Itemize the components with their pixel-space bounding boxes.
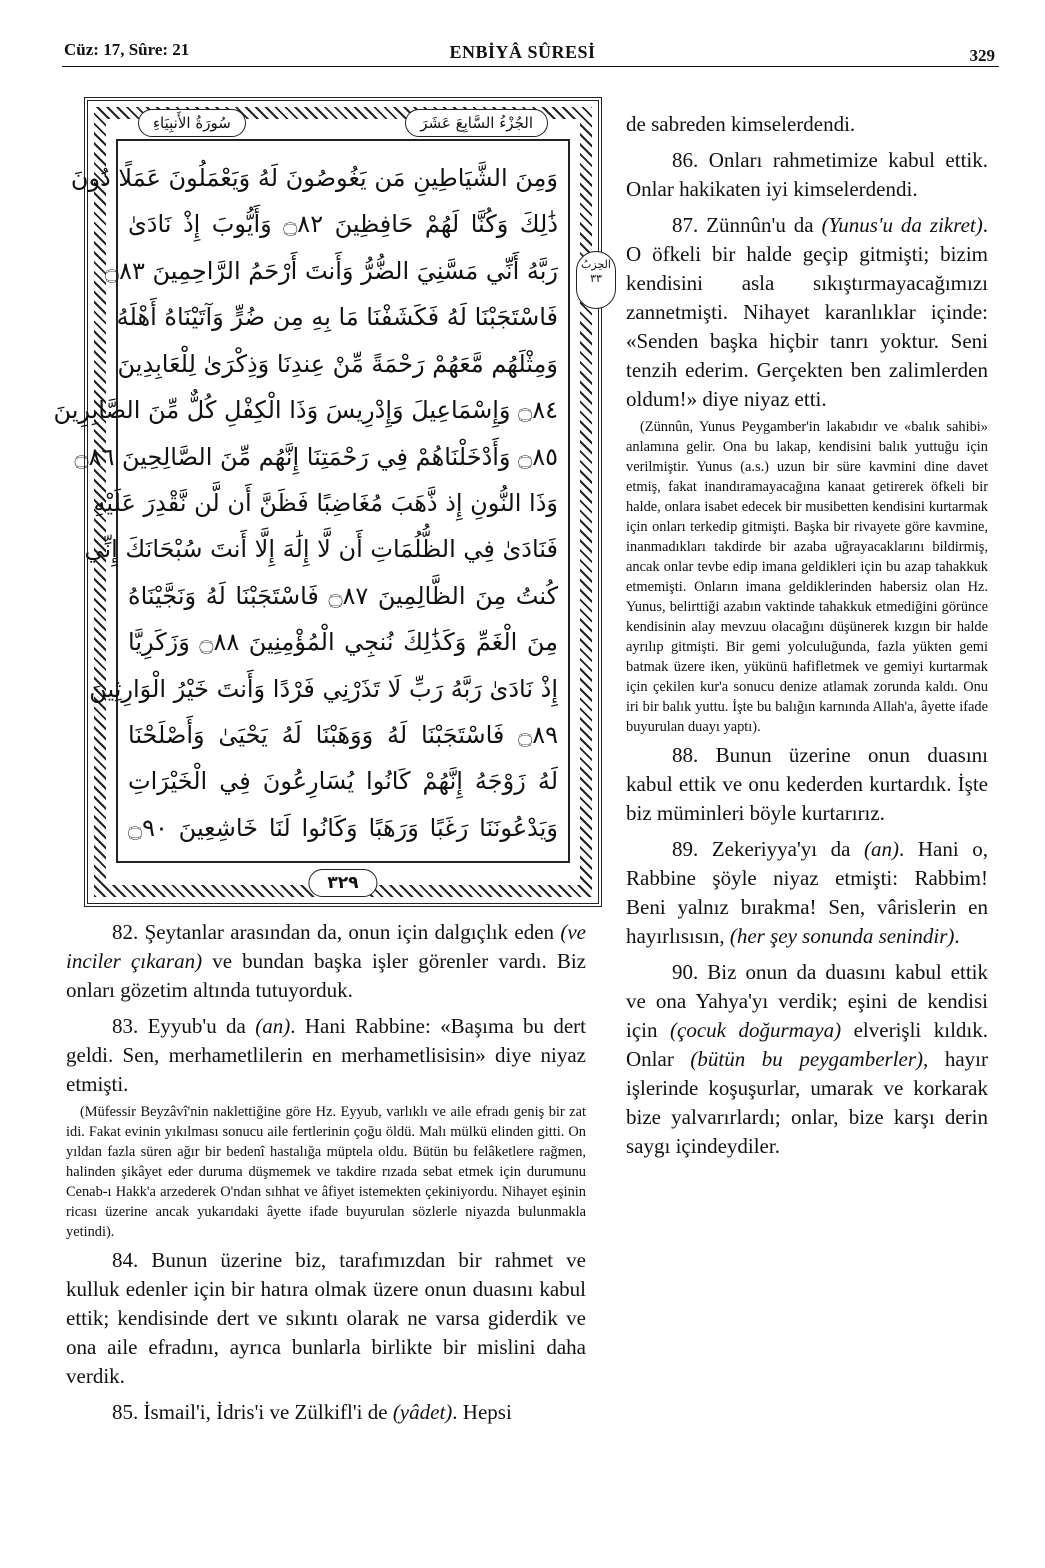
quran-lines [53, 159, 559, 847]
verse-86: 86. Onları rahmetimize kabul ettik. Onlar hakikaten iyi kimselerdendi. [626, 148, 988, 201]
quran-line: فَنَادَىٰ فِي الظُّلُمَاتِ أَن لَّا إِلَٰهَ إِلَّا أَنتَ سُبْحَانَكَ إِنِّي [84, 535, 558, 564]
hizb-label: الحِزبُ [581, 258, 611, 271]
hizb-number: ٣٣ [590, 272, 602, 285]
arabic-page-number: ٣٢٩ [308, 869, 377, 897]
verse-85: 85. İsmail'i, İdris'i ve Zülkifl'i de (yâdet). Hepsi [112, 1400, 512, 1424]
verse-87: 87. Zünnûn'u da (Yunus'u da zikret). O öfkeli bir halde geçip gitmişti; bizim kendisini asla sıkıştırmayacağımızı zannetmişti. Nihayet karanlıklar içinde: «Senden başka hiçbir tanrı yoktur. Seni tenzih ederim. Gerçekten ben zalimlerden oldum!» diye niyaz etti. [626, 213, 989, 411]
quran-line: ذَٰلِكَ وَكُنَّا لَهُمْ حَافِظِينَ ۝٨٢ وَأَيُّوبَ إِذْ نَادَىٰ [128, 210, 559, 239]
footnote-83: (Müfessir Beyzâvî'nin naklettiğine göre Hz. Eyyub, varlıklı ve aile efradı geniş bir zat idi. Fakat evinin yıkılması sonucu aile fertlerinin çoğu öldü. Malı mülkü elinden gitti. On yıldan fazla süren ağır bir bedenî hastalığa müptela oldu. Bütün bu felâketlere rağmen, halinden şikâyet eder duruma düşmemek ve takdire rızada sebat etmek için durumunu Cenab-ı Hakk'a arzederek O'ndan sıhhat ve âfiyet istemekten çekiniyordu. Nihayet eşinin ricası üzerine ancak yukarıdaki âyette ifade buyurulan sözlerle niyazda bulunmakla yetindi). [66, 1104, 586, 1240]
verse-89: 89. Zekeriyya'yı da (an). Hani o, Rabbine şöyle niyaz etmişti: Rabbim! Beni yalnız bırakma! Sen, vârislerin en hayırlısısın, (her şey sonunda senindir). [626, 837, 988, 948]
verse-88: 88. Bunun üzerine onun duasını kabul ettik ve onu kederden kurtardık. İşte biz müminleri böyle kurtarırız. [626, 743, 988, 825]
verse-85-continued: de sabreden kimselerdendi. [626, 112, 856, 136]
header-rule [62, 66, 999, 67]
quran-text-panel [53, 97, 611, 907]
header-juz-surah: Cüz: 17, Sûre: 21 [64, 40, 190, 59]
right-translation-column [626, 110, 988, 1161]
quran-line: ۝٨٩ فَاسْتَجَبْنَا لَهُ وَوَهَبْنَا لَهُ يَحْيَىٰ وَأَصْلَحْنَا [128, 721, 558, 750]
footnote-87: (Zünnûn, Yunus Peygamber'in lakabıdır ve «balık sahibi» anlamına gelir. Ona bu lakap, kendisini balık yuttuğu için verilmiştir. Yunus (a.s.) uzun bir süre kavmini dine davet etmiş, fakat inandıramayacağına kanaat getirerek öfkeli bir halde, onlara isabet edecek bir musibetten kendisini kurtarmak için onları terkedip gitmişti. Başka bir rivayete göre kavmine, inanmadıkları takdirde bir azaba uğrayacaklarını bildirmiş, ancak onlar tevbe edip imana geldikleri için bu azap tahakkuk etmemişti. Onların imana geldiklerinden habersiz olan Hz. Yunus, belirttiği azabın vaktinde tahakkuk etmediğini görünce kendisinin alay mevzuu olacağını düşünerek kızgın bir halde ayrılıp gitmişti. Bir gemi yolculuğunda, fazla yükten gemi batmak üzere iken, yükünü hafifletmek ve gemiyi kurtarmak için çekilen kur'a sonucu denize atlamak zorunda kaldı. Onu iri bir balık yuttu. İşte bu balığın karnında Allah'a, âyette ifade buyurulan duayı yaptı). [626, 419, 988, 735]
verse-90: 90. Biz onun da duasını kabul ettik ve ona Yahya'yı verdik; eşini de kendisi için (çocuk doğurmaya) elverişli kıldık. Onlar (bütün bu peygamberler), hayır işlerinde koşuşurlar, umarak ve korkarak bize yalvarırlardı; onlar, bize karşı derin saygı içindeydiler. [626, 960, 988, 1158]
quran-line: وَيَدْعُونَنَا رَغَبًا وَرَهَبًا وَكَانُوا لَنَا خَاشِعِينَ ۝٩٠ [128, 813, 558, 842]
quran-line: وَمِثْلَهُم مَّعَهُمْ رَحْمَةً مِّنْ عِندِنَا وَذِكْرَىٰ لِلْعَابِدِينَ [117, 349, 558, 378]
quran-line: مِنَ الْغَمِّ وَكَذَٰلِكَ نُنجِي الْمُؤْمِنِينَ ۝٨٨ وَزَكَرِيَّا [128, 628, 559, 657]
quran-line: إِذْ نَادَىٰ رَبَّهُ رَبِّ لَا تَذَرْنِي فَرْدًا وَأَنتَ خَيْرُ الْوَارِثِينَ [89, 674, 558, 703]
juz-name-label: الجُزْءُ السَّابِعَ عَشَرَ [405, 109, 548, 137]
verse-82: 82. Şeytanlar arasından da, onun için dalgıçlık eden (ve inciler çıkaran) ve bundan başka işler görenler vardı. Biz onları gözetim altında tutuyorduk. [66, 920, 586, 1002]
verse-83: 83. Eyyub'u da (an). Hani Rabbine: «Başıma bu dert geldi. Sen, merhametlilerin en merhametlisisin» diye niyaz etmişti. [66, 1014, 586, 1096]
header-surah-title: ENBİYÂ SÛRESİ [449, 42, 596, 62]
hizb-marker [576, 251, 616, 309]
quran-line: وَمِنَ الشَّيَاطِينِ مَن يَغُوصُونَ لَهُ وَيَعْمَلُونَ عَمَلًا دُونَ [70, 164, 558, 192]
quran-line: ۝٨٤ وَإِسْمَاعِيلَ وَإِدْرِيسَ وَذَا الْكِفْلِ كُلٌّ مِّنَ الصَّابِرِينَ [53, 396, 558, 425]
quran-line: رَبَّهُ أَنِّي مَسَّنِيَ الضُّرُّ وَأَنتَ أَرْحَمُ الرَّاحِمِينَ ۝٨٣ [105, 256, 558, 285]
quran-line: ۝٨٥ وَأَدْخَلْنَاهُمْ فِي رَحْمَتِنَا إِنَّهُم مِّنَ الصَّالِحِينَ ۝٨٦ [74, 442, 558, 471]
page-number: 329 [969, 46, 995, 65]
quran-line: لَهُ زَوْجَهُ إِنَّهُمْ كَانُوا يُسَارِعُونَ فِي الْخَيْرَاتِ [128, 767, 558, 796]
surah-name-label: سُورَةُ الأَنبِيَاءِ [138, 109, 246, 137]
left-translation-column [66, 918, 586, 1427]
quran-line: وَذَا النُّونِ إِذ ذَّهَبَ مُغَاضِبًا فَظَنَّ أَن لَّن نَّقْدِرَ عَلَيْهِ [93, 488, 558, 517]
quran-line: كُنتُ مِنَ الظَّالِمِينَ ۝٨٧ فَاسْتَجَبْنَا لَهُ وَنَجَّيْنَاهُ [128, 581, 559, 610]
quran-text-frame [53, 139, 611, 863]
verse-84: 84. Bunun üzerine biz, tarafımızdan bir rahmet ve kulluk edenler için bir hatıra olmak üzere onun duasını kabul ettik; kendisinde dert ve sıkıntı olarak ne varsa giderdik ve ona aile efradını, ayrıca bunlarla birlikte bir mislini daha verdik. [66, 1248, 586, 1388]
quran-line: فَاسْتَجَبْنَا لَهُ فَكَشَفْنَا مَا بِهِ مِن ضُرٍّ وَآتَيْنَاهُ أَهْلَهُ [116, 303, 558, 332]
